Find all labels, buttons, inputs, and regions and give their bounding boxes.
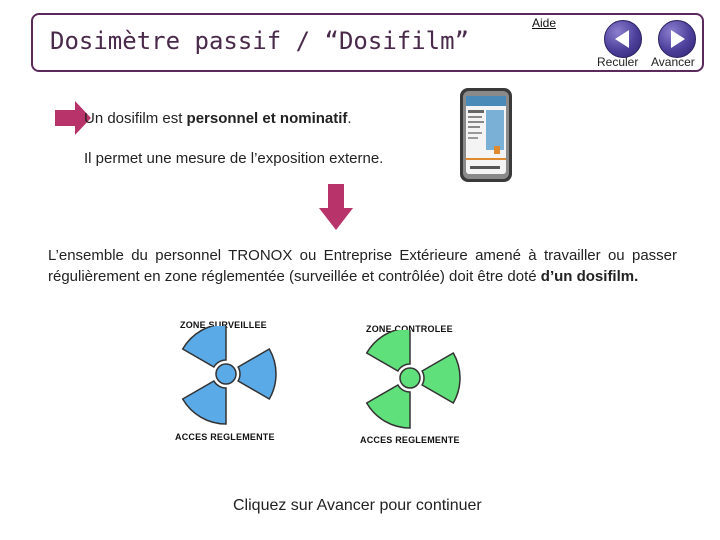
intro-line-1: Un dosifilm est personnel et nominatif.: [84, 110, 352, 127]
intro-line-2: Il permet une mesure de l’exposition externe.: [84, 150, 384, 167]
sign-bottom-label-controlee: ACCES REGLEMENTE: [360, 435, 460, 445]
requirement-paragraph: L’ensemble du personnel TRONOX ou Entreprise Extérieure amené à travailler ou passer régulièrement en zone réglementée (surveillée et contrôlée) doit être doté d’un dosifilm.: [48, 247, 677, 285]
triangle-left-icon: [605, 21, 641, 57]
back-button[interactable]: [604, 20, 642, 58]
forward-label: Avancer: [651, 55, 695, 69]
radiation-trefoil-blue-icon: [173, 326, 279, 432]
sign-top-label-controlee: ZONE CONTROLEE: [366, 324, 453, 334]
back-label: Reculer: [597, 55, 639, 69]
dosifilm-badge-image: [458, 86, 514, 184]
radiation-trefoil-green-icon: [357, 330, 463, 436]
help-link[interactable]: Aide: [532, 16, 557, 30]
forward-button[interactable]: [658, 20, 696, 58]
continue-instruction: Cliquez sur Avancer pour continuer: [233, 497, 482, 514]
triangle-right-icon: [659, 21, 695, 57]
sign-top-label-surveillee: ZONE SURVEILLEE: [180, 320, 267, 330]
sign-bottom-label-surveillee: ACCES REGLEMENTE: [175, 432, 275, 442]
page-title: Dosimètre passif / “Dosifilm”: [50, 27, 470, 55]
down-arrow-icon: [319, 184, 353, 230]
